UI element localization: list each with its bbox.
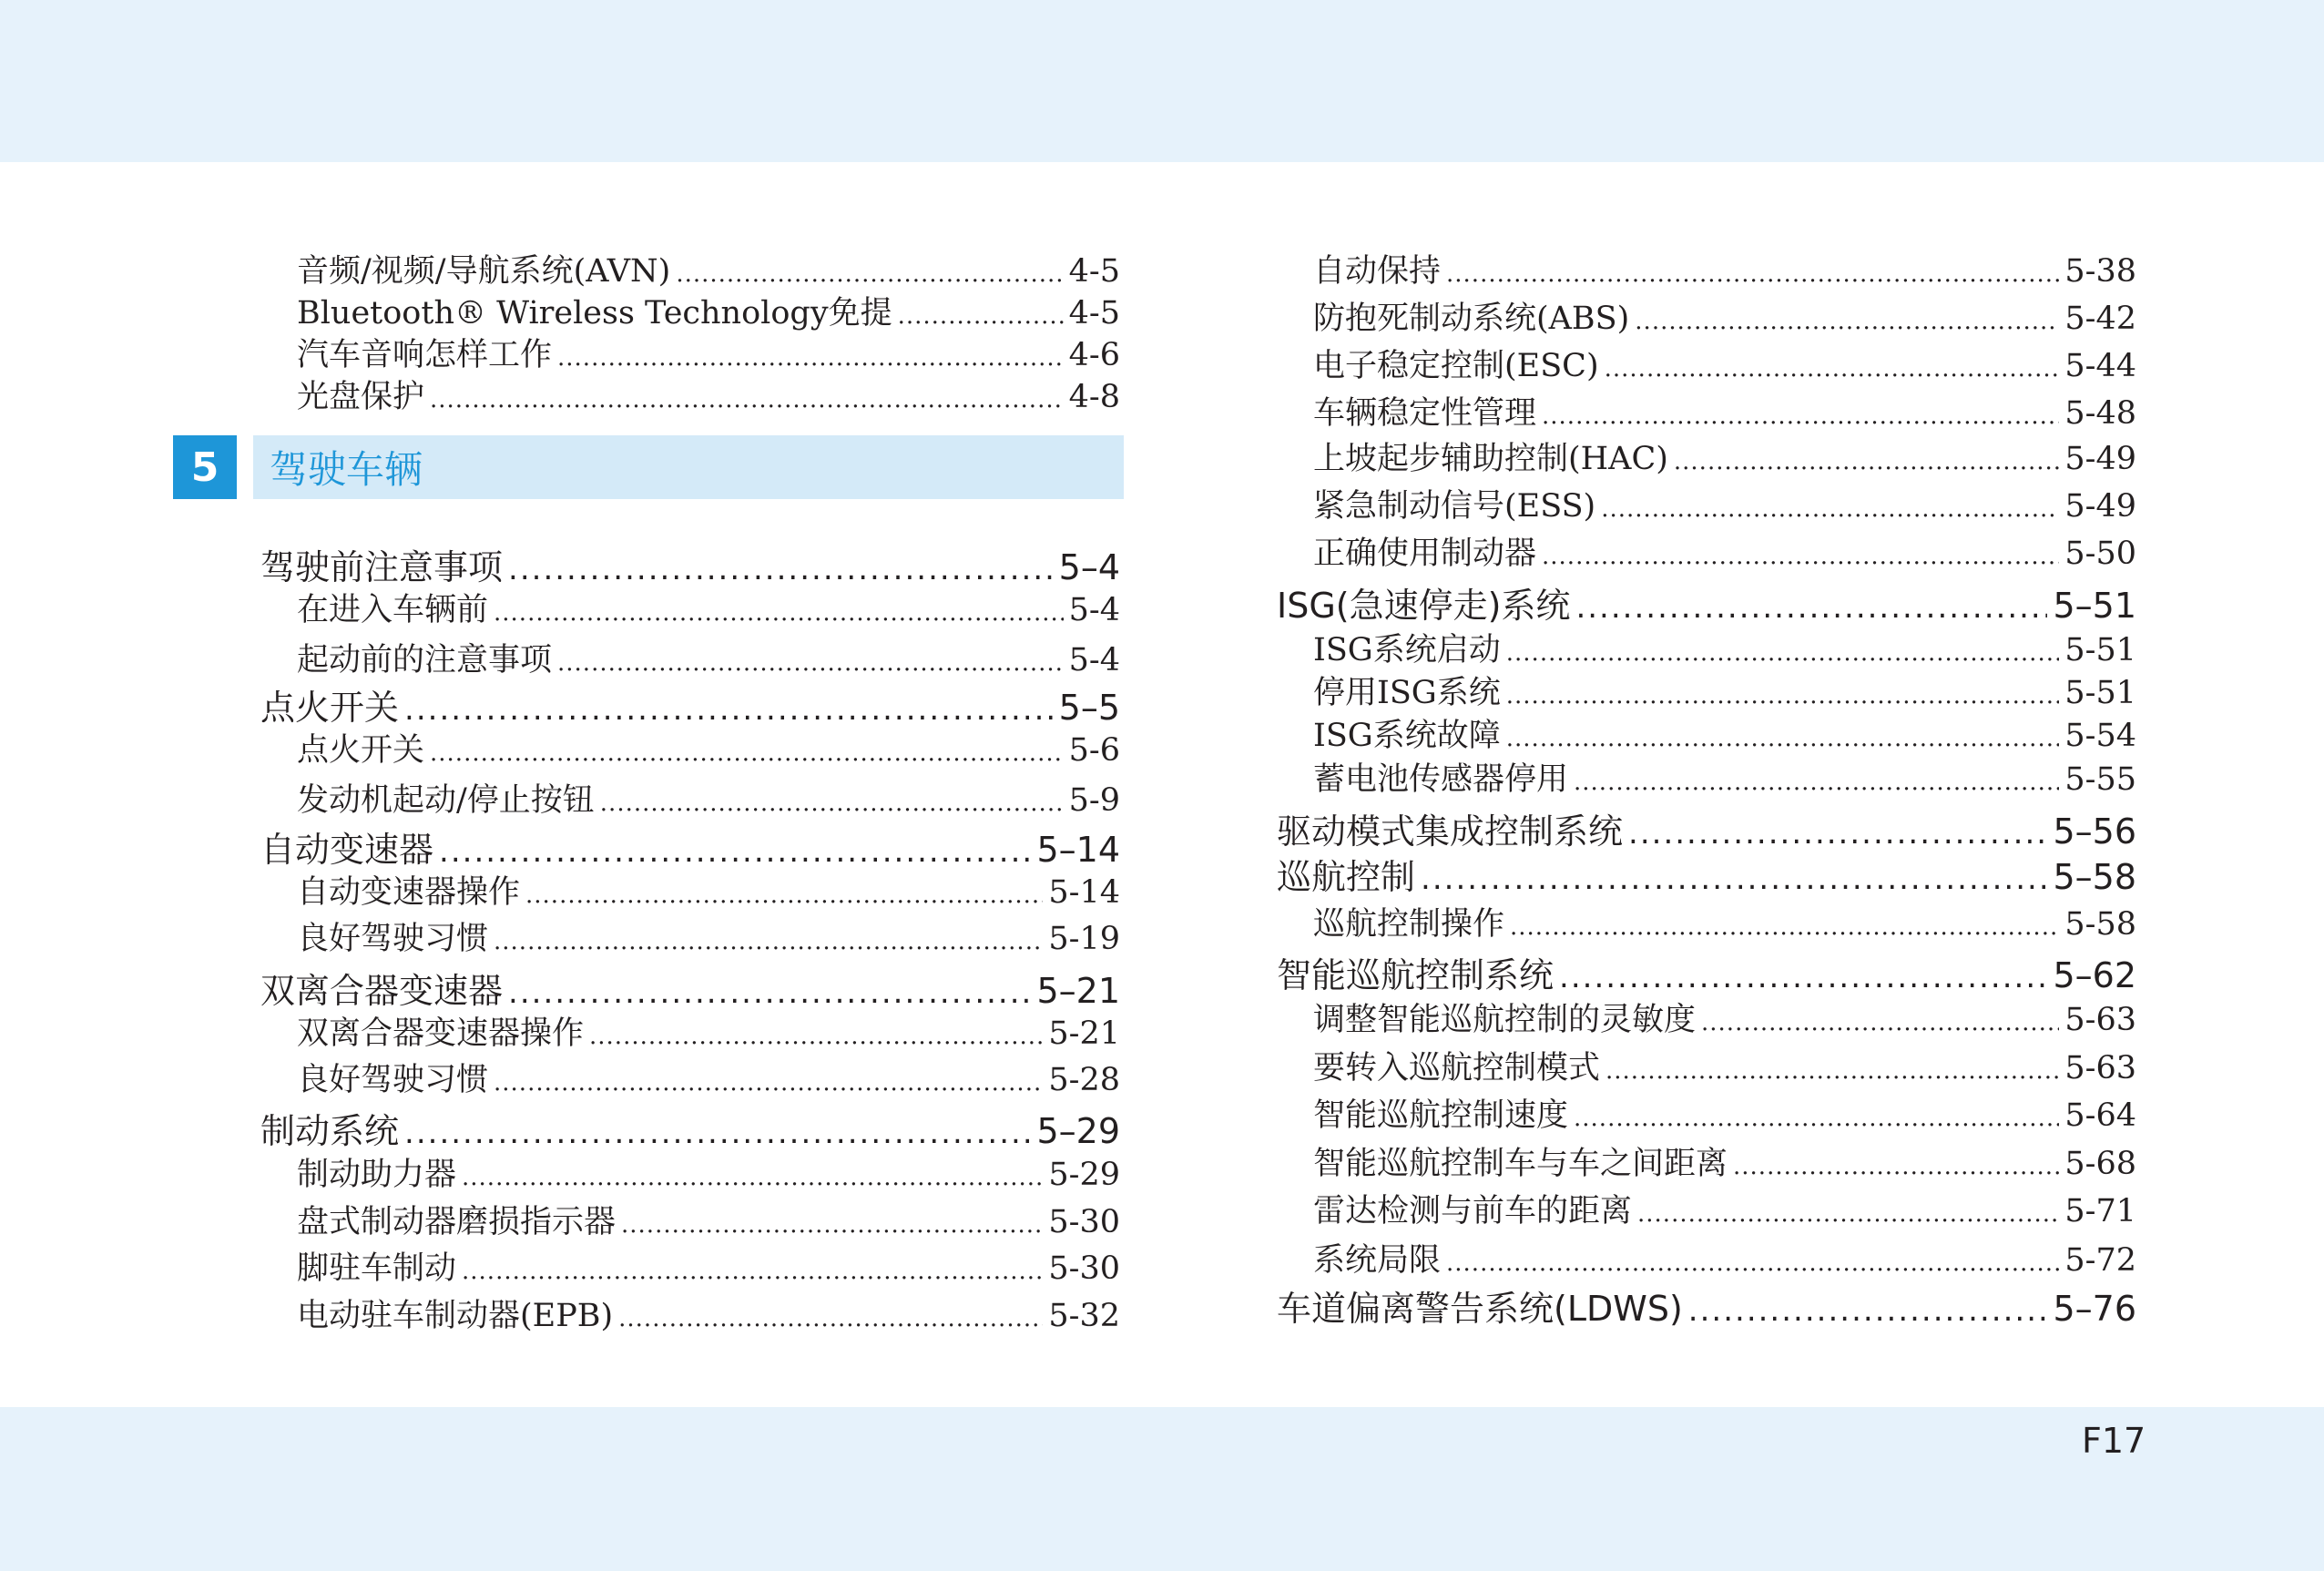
toc-entry[interactable] xyxy=(297,725,1120,770)
entry-page: 5–4 xyxy=(1058,547,1120,587)
toc-entry[interactable] xyxy=(1277,481,2136,526)
entry-title: 电子稳定控制(ESC) xyxy=(1313,348,1599,384)
entry-page: 4-6 xyxy=(1068,337,1120,373)
entry-title: 系统局限 xyxy=(1313,1242,1442,1279)
toc-entry[interactable] xyxy=(297,1243,1120,1289)
dot-leader xyxy=(1601,495,2059,523)
dot-leader xyxy=(494,928,1043,955)
entry-title: 良好驾驶习惯 xyxy=(297,1062,489,1098)
dot-leader xyxy=(462,1164,1043,1191)
toc-section-entry[interactable] xyxy=(1277,947,2136,997)
entry-title: 要转入巡航控制模式 xyxy=(1313,1050,1601,1086)
toc-entry[interactable] xyxy=(1277,995,2136,1040)
dot-leader xyxy=(430,740,1064,767)
dot-leader xyxy=(1574,1105,2059,1132)
toc-entry[interactable] xyxy=(1277,434,2136,479)
dot-leader xyxy=(404,691,1054,728)
toc-section-entry[interactable] xyxy=(1277,1280,2136,1331)
entry-page: 5-49 xyxy=(2064,488,2136,525)
toc-entry[interactable] xyxy=(1277,625,2136,670)
toc-section-entry[interactable] xyxy=(1277,849,2136,899)
toc-entry[interactable] xyxy=(1277,1138,2136,1184)
entry-title: 音频/视频/导航系统(AVN) xyxy=(297,253,671,290)
entry-page: 5–21 xyxy=(1036,971,1120,1011)
dot-leader xyxy=(898,302,1064,330)
entry-title: 智能巡航控制速度 xyxy=(1313,1097,1569,1134)
entry-page: 5-21 xyxy=(1048,1015,1120,1052)
bottom-band xyxy=(0,1407,2324,1571)
entry-page: 5–58 xyxy=(2053,857,2136,897)
entry-page: 5–5 xyxy=(1058,688,1120,728)
entry-title: 巡航控制 xyxy=(1277,857,1416,897)
entry-title: 车道偏离警告系统(LDWS) xyxy=(1277,1289,1683,1329)
toc-entry[interactable] xyxy=(297,246,1120,291)
entry-page: 5–62 xyxy=(2053,955,2136,995)
toc-entry[interactable] xyxy=(297,1197,1120,1242)
toc-entry[interactable] xyxy=(297,775,1120,821)
dot-leader xyxy=(462,1258,1043,1285)
entry-title: 防抱死制动系统(ABS) xyxy=(1313,301,1630,337)
toc-entry[interactable] xyxy=(297,867,1120,913)
entry-page: 5–56 xyxy=(2053,811,2136,852)
dot-leader xyxy=(1542,403,2059,430)
toc-entry[interactable] xyxy=(297,585,1120,630)
entry-title: 双离合器变速器操作 xyxy=(297,1015,585,1052)
entry-title: Bluetooth® Wireless Technology免提 xyxy=(297,295,892,332)
entry-page: 5-19 xyxy=(1048,921,1120,957)
toc-entry[interactable] xyxy=(297,330,1120,375)
entry-title: 车辆稳定性管理 xyxy=(1313,395,1537,432)
entry-title: 光盘保护 xyxy=(297,379,425,415)
toc-section-entry[interactable] xyxy=(260,821,1120,872)
toc-entry[interactable] xyxy=(1277,341,2136,386)
entry-page: 5-48 xyxy=(2064,395,2136,432)
toc-section-entry[interactable] xyxy=(260,539,1120,589)
entry-title: 上坡起步辅助控制(HAC) xyxy=(1313,441,1668,477)
dot-leader xyxy=(508,974,1031,1011)
entry-page: 5-49 xyxy=(2064,441,2136,477)
dot-leader xyxy=(494,599,1064,627)
entry-title: 调整智能巡航控制的灵敏度 xyxy=(1313,1002,1697,1038)
dot-leader xyxy=(1605,1057,2059,1085)
entry-page: 5-4 xyxy=(1068,592,1120,628)
entry-title: 停用ISG系统 xyxy=(1313,675,1501,711)
top-band xyxy=(0,0,2324,162)
entry-title: 自动保持 xyxy=(1313,253,1442,290)
entry-title: 脚驻车制动 xyxy=(297,1250,457,1287)
entry-title: 盘式制动器磨损指示器 xyxy=(297,1204,617,1240)
entry-page: 4-5 xyxy=(1068,295,1120,332)
entry-title: 正确使用制动器 xyxy=(1313,536,1537,572)
dot-leader xyxy=(1635,308,2059,335)
dot-leader xyxy=(557,344,1064,372)
page-number: F17 xyxy=(2082,1421,2146,1461)
dot-leader xyxy=(1605,355,2060,383)
entry-title: 巡航控制操作 xyxy=(1313,906,1505,943)
toc-entry[interactable] xyxy=(1277,528,2136,574)
dot-leader xyxy=(525,882,1043,909)
entry-title: 在进入车辆前 xyxy=(297,592,489,628)
entry-title: 制动助力器 xyxy=(297,1157,457,1193)
entry-page: 5-29 xyxy=(1048,1157,1120,1193)
entry-page: 5-30 xyxy=(1048,1250,1120,1287)
entry-page: 5-64 xyxy=(2064,1097,2136,1134)
entry-page: 5-63 xyxy=(2064,1002,2136,1038)
entry-title: ISG(急速停走)系统 xyxy=(1277,586,1571,626)
entry-page: 5-68 xyxy=(2064,1146,2136,1182)
dot-leader xyxy=(1688,1292,2048,1329)
entry-title: 驾驶前注意事项 xyxy=(260,547,504,587)
entry-page: 5-38 xyxy=(2064,253,2136,290)
entry-title: 点火开关 xyxy=(260,688,400,728)
entry-title: ISG系统故障 xyxy=(1313,718,1501,754)
entry-page: 5-55 xyxy=(2064,761,2136,798)
toc-entry[interactable] xyxy=(1277,293,2136,339)
dot-leader xyxy=(1559,959,2047,995)
toc-entry[interactable] xyxy=(297,1055,1120,1100)
entry-page: 5-44 xyxy=(2064,348,2136,384)
dot-leader xyxy=(1446,1250,2059,1277)
dot-leader xyxy=(589,1023,1043,1050)
toc-entry[interactable] xyxy=(1277,710,2136,756)
dot-leader xyxy=(1574,769,2059,796)
entry-title: 自动变速器操作 xyxy=(297,874,521,911)
entry-title: 发动机起动/停止按钮 xyxy=(297,782,595,819)
entry-title: 紧急制动信号(ESS) xyxy=(1313,488,1596,525)
entry-title: 蓄电池传感器停用 xyxy=(1313,761,1569,798)
toc-entry[interactable] xyxy=(297,372,1120,417)
dot-leader xyxy=(1628,815,2047,852)
toc-section-entry[interactable] xyxy=(1277,803,2136,853)
entry-page: 5-14 xyxy=(1048,874,1120,911)
entry-page: 5-4 xyxy=(1068,642,1120,678)
toc-entry[interactable] xyxy=(1277,246,2136,291)
toc-entry[interactable] xyxy=(1277,668,2136,713)
entry-page: 5-6 xyxy=(1068,732,1120,769)
toc-section-entry[interactable] xyxy=(1277,577,2136,627)
dot-leader xyxy=(1733,1153,2059,1180)
entry-page: 5-42 xyxy=(2064,301,2136,337)
entry-page: 5-32 xyxy=(1048,1298,1120,1334)
toc-section-entry[interactable] xyxy=(260,963,1120,1013)
dot-leader xyxy=(600,790,1064,817)
toc-entry[interactable] xyxy=(297,1008,1120,1054)
entry-page: 5-51 xyxy=(2064,675,2136,711)
entry-title: 电动驻车制动器(EPB) xyxy=(297,1298,614,1334)
dot-leader xyxy=(494,1069,1043,1097)
entry-title: 智能巡航控制系统 xyxy=(1277,955,1554,995)
dot-leader xyxy=(1506,725,2060,752)
toc-entry[interactable] xyxy=(297,1290,1120,1336)
dot-leader xyxy=(1421,861,2047,897)
toc-entry[interactable] xyxy=(297,288,1120,333)
entry-title: ISG系统启动 xyxy=(1313,632,1501,668)
dot-leader xyxy=(404,1115,1031,1151)
toc-entry[interactable] xyxy=(1277,1235,2136,1280)
entry-page: 5-71 xyxy=(2064,1193,2136,1229)
entry-page: 5-30 xyxy=(1048,1204,1120,1240)
toc-entry[interactable] xyxy=(297,635,1120,680)
dot-leader xyxy=(439,833,1031,870)
entry-title: 良好驾驶习惯 xyxy=(297,921,489,957)
toc-entry[interactable] xyxy=(1277,1090,2136,1136)
toc-entry[interactable] xyxy=(1277,1186,2136,1231)
entry-title: 汽车音响怎样工作 xyxy=(297,337,553,373)
entry-page: 5-63 xyxy=(2064,1050,2136,1086)
entry-title: 雷达检测与前车的距离 xyxy=(1313,1193,1633,1229)
entry-page: 5-28 xyxy=(1048,1062,1120,1098)
entry-page: 5-9 xyxy=(1068,782,1120,819)
dot-leader xyxy=(676,260,1063,288)
dot-leader xyxy=(618,1305,1043,1332)
entry-page: 5–76 xyxy=(2053,1289,2136,1329)
dot-leader xyxy=(1506,639,2060,667)
toc-entry[interactable] xyxy=(297,1149,1120,1195)
dot-leader xyxy=(1542,543,2059,570)
entry-page: 5–14 xyxy=(1036,830,1120,870)
entry-page: 4-5 xyxy=(1068,253,1120,290)
entry-page: 5-58 xyxy=(2064,906,2136,943)
dot-leader xyxy=(1506,682,2060,709)
toc-entry[interactable] xyxy=(1277,388,2136,434)
entry-title: 起动前的注意事项 xyxy=(297,642,553,678)
dot-leader xyxy=(430,386,1064,413)
entry-page: 5-50 xyxy=(2064,536,2136,572)
entry-page: 5-72 xyxy=(2064,1242,2136,1279)
toc-entry[interactable] xyxy=(1277,1043,2136,1088)
chapter-title xyxy=(253,435,1124,499)
dot-leader xyxy=(1637,1200,2059,1228)
dot-leader xyxy=(557,649,1064,677)
entry-title: 双离合器变速器 xyxy=(260,971,504,1011)
entry-title: 自动变速器 xyxy=(260,830,434,870)
toc-entry[interactable] xyxy=(1277,754,2136,800)
chapter-title-text: 驾驶车辆 xyxy=(270,447,423,492)
entry-title: 驱动模式集成控制系统 xyxy=(1277,811,1624,852)
toc-section-entry[interactable] xyxy=(260,1103,1120,1153)
dot-leader xyxy=(1575,589,2047,626)
chapter-number-badge: 5 xyxy=(173,435,237,499)
dot-leader xyxy=(508,551,1054,587)
dot-leader xyxy=(621,1211,1043,1239)
entry-title: 点火开关 xyxy=(297,732,425,769)
entry-page: 5-54 xyxy=(2064,718,2136,754)
entry-title: 制动系统 xyxy=(260,1111,400,1151)
toc-entry[interactable] xyxy=(297,913,1120,959)
dot-leader xyxy=(1446,260,2059,288)
dot-leader xyxy=(1701,1009,2059,1036)
entry-page: 4-8 xyxy=(1068,379,1120,415)
entry-page: 5–29 xyxy=(1036,1111,1120,1151)
entry-page: 5-51 xyxy=(2064,632,2136,668)
toc-entry[interactable] xyxy=(1277,899,2136,944)
entry-title: 智能巡航控制车与车之间距离 xyxy=(1313,1146,1728,1182)
toc-section-entry[interactable] xyxy=(260,679,1120,729)
entry-page: 5–51 xyxy=(2053,586,2136,626)
dot-leader xyxy=(1674,448,2059,475)
dot-leader xyxy=(1510,913,2059,941)
